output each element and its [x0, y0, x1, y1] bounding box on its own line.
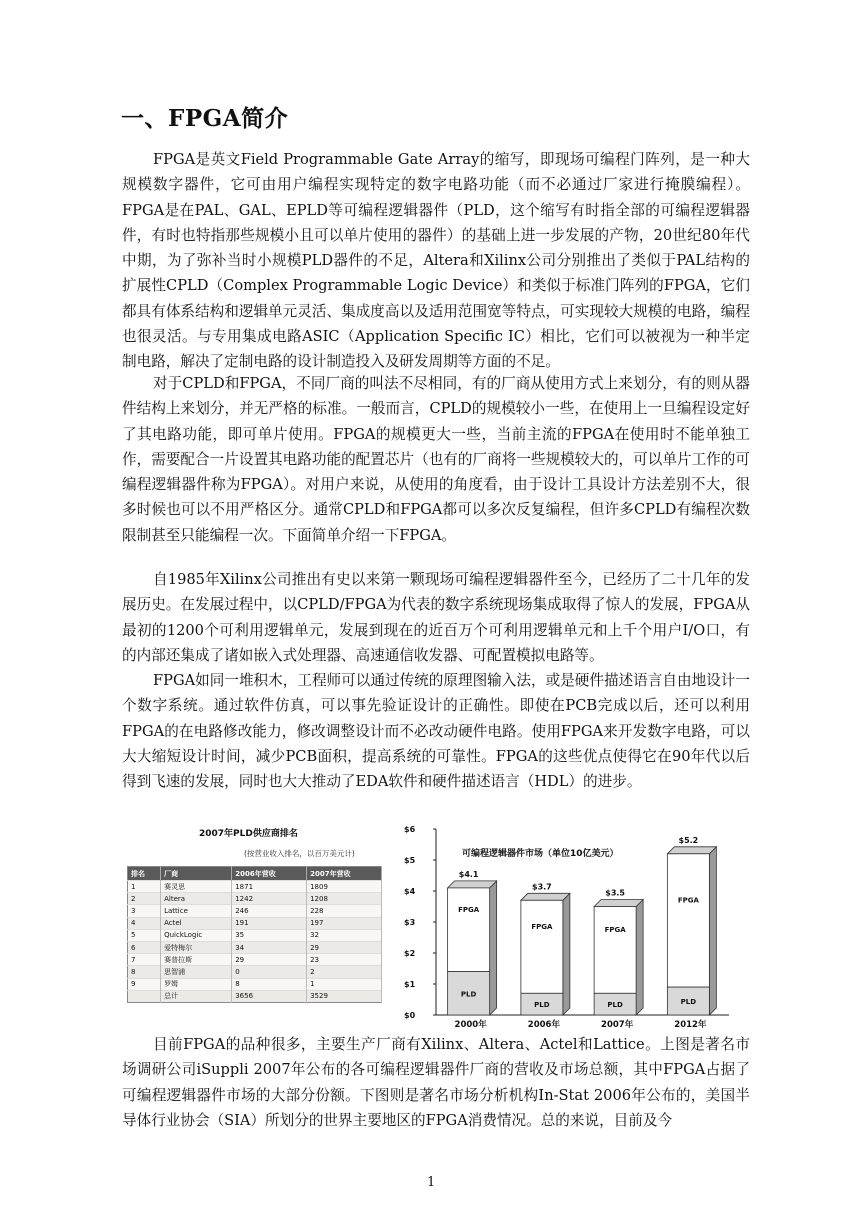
revenue-2006-cell: 1242 [232, 893, 307, 905]
revenue-2006-cell: 191 [232, 917, 307, 929]
y-tick-label: $6 [404, 825, 416, 834]
paragraph-cpld-fpga: 对于CPLD和FPGA，不同厂商的叫法不尽相同，有的厂商从使用方式上来划分，有的则从器件结构上来划分，并无严格的标准。一般而言，CPLD的规模较小一些，在使用上一旦编程设定好了其电路功能，即可单片使用。FPGA的规模更大一些，当前主流的FPGA在使用时不能单独工作，需要配合一片设置其电路功能的配置芯片（也有的厂商将一些规模较大的，可以单片工作的可编程逻辑器件称为FPGA）。对用户来说，从使用的角度看，由于设计工具设计方法差别不大，很多时候也可以不用严格区分。通常CPLD和FPGA都可以多次反复编程，但许多CPLD有编程次数限制甚至只能编程一次。下面简单介绍一下FPGA。 [122, 375, 750, 544]
vendor-ranking-figure [127, 826, 383, 1026]
revenue-2006-cell: 3656 [232, 990, 307, 1002]
vendor-cell: Altera [161, 893, 232, 905]
header-vendor: 厂商 [161, 867, 232, 881]
revenue-2007-cell: 2 [307, 966, 382, 978]
bar-side [636, 900, 643, 1016]
vendor-cell: Actel [161, 917, 232, 929]
y-tick-label: $2 [404, 949, 416, 958]
bar-fpga-segment [594, 907, 636, 994]
bar-fpga-segment [448, 888, 490, 972]
vendor-cell: 罗姆 [161, 978, 232, 990]
ranking-row [128, 929, 382, 941]
header-2006: 2006年营收 [232, 867, 307, 881]
pld-segment-label: PLD [607, 1001, 623, 1010]
bar-top [594, 900, 643, 907]
fpga-segment-label: FPGA [604, 925, 626, 934]
x-category-label: 2006年 [527, 1020, 560, 1030]
rank-cell: 6 [128, 941, 161, 953]
chart-title: 可编程逻辑器件市场（单位10亿美元） [462, 849, 619, 859]
ranking-row [128, 917, 382, 929]
vendor-cell: 总计 [161, 990, 232, 1002]
rank-cell: 8 [128, 966, 161, 978]
revenue-2007-cell: 228 [307, 905, 382, 917]
bar-total-label: $3.5 [605, 888, 625, 898]
revenue-2007-cell: 1 [307, 978, 382, 990]
page-number: 1 [427, 1175, 436, 1190]
revenue-2006-cell: 29 [232, 954, 307, 966]
bar-side [490, 881, 497, 1015]
section-heading: 一、FPGA简介 [121, 105, 289, 132]
x-category-label: 2007年 [601, 1020, 634, 1030]
y-tick-label: $4 [404, 887, 416, 896]
ranking-row [128, 905, 382, 917]
revenue-2006-cell: 246 [232, 905, 307, 917]
paragraph-advantages: FPGA如同一堆积木，工程师可以通过传统的原理图输入法，或是硬件描述语言自由地设计一个数字系统。通过软件仿真，可以事先验证设计的正确性。即使在PCB完成以后，还可以利用FPGA的在电路修改能力，修改调整设计而不必改动硬件电路。使用FPGA来开发数字电路，可以大大缩短设计时间，减少PCB面积，提高系统的可靠性。FPGA的这些优点使得它在90年代以后得到飞速的发展，同时也大大推动了EDA软件和硬件描述语言（HDL）的进步。 [122, 672, 750, 791]
paragraph-intro: FPGA是英文Field Programmable Gate Array的缩写，即现场可编程门阵列，是一种大规模数字器件，它可由用户编程实现特定的数字电路功能（而不必通过厂家进行掩膜编程）。FPGA是在PAL、GAL、EPLD等可编程逻辑器件（PLD，这个缩写有时指全部的可编程逻辑器件，有时也特指那些规模小且可以单片使用的器件）的基础上进一步发展的产物，20世纪80年代中期，为了弥补当时小规模PLD器件的不足，Altera和Xilinx公司分别推出了类似于PAL结构的扩展性CPLD（Complex Programmable Logic Device）和类似于标准门阵列的FPGA，它们都具有体系结构和逻辑单元灵活、集成度高以及适用范围宽等特点，可实现较大规模的电路，编程也很灵活。与专用集成电路ASIC（Application Specific IC）相比，它们可以被视为一种半定制电路，解决了定制电路的设计制造投入及研发周期等方面的不足。 [122, 151, 750, 371]
ranking-header-row [128, 867, 382, 881]
revenue-2006-cell: 8 [232, 978, 307, 990]
rank-cell: 5 [128, 929, 161, 941]
y-tick-label: $5 [404, 856, 416, 865]
revenue-2006-cell: 34 [232, 941, 307, 953]
vendor-cell: QuickLogic [161, 929, 232, 941]
revenue-2007-cell: 23 [307, 954, 382, 966]
ranking-subtitle: (按营业收入排名，以百万美元计) [244, 849, 355, 858]
vendor-cell: 爱特梅尔 [161, 941, 232, 953]
vendor-cell: Lattice [161, 905, 232, 917]
y-tick-label: $1 [404, 980, 416, 989]
bar-fpga-segment [667, 854, 709, 987]
rank-cell: 1 [128, 881, 161, 893]
pld-segment-label: PLD [680, 998, 697, 1007]
ranking-row [128, 954, 382, 966]
vendor-cell: 赛普拉斯 [161, 954, 232, 966]
rank-cell: 4 [128, 917, 161, 929]
vendor-cell: 赛灵思 [161, 881, 232, 893]
y-tick-label: $0 [404, 1011, 416, 1020]
rank-cell [128, 990, 161, 1002]
ranking-row [128, 978, 382, 990]
header-rank: 排名 [128, 867, 161, 881]
fpga-segment-label: FPGA [531, 922, 553, 931]
bar-total-label: $3.7 [532, 882, 552, 892]
revenue-2006-cell: 0 [232, 966, 307, 978]
x-category-label: 2012年 [674, 1020, 707, 1030]
bar-side [563, 893, 570, 1015]
ranking-row [128, 990, 382, 1002]
y-tick-label: $3 [404, 918, 416, 927]
rank-cell: 3 [128, 905, 161, 917]
bar-fpga-segment [521, 900, 563, 993]
header-2007: 2007年营收 [307, 867, 382, 881]
pld-segment-label: PLD [534, 1001, 550, 1010]
rank-cell: 2 [128, 893, 161, 905]
vendor-cell: 思智浦 [161, 966, 232, 978]
pld-market-chart [404, 820, 734, 1035]
ranking-row [128, 941, 382, 953]
revenue-2007-cell: 1809 [307, 881, 382, 893]
bar-total-label: $4.1 [458, 869, 479, 879]
ranking-row [128, 881, 382, 893]
revenue-2006-cell: 1871 [232, 881, 307, 893]
rank-cell: 9 [128, 978, 161, 990]
revenue-2007-cell: 29 [307, 941, 382, 953]
bar-top [448, 881, 497, 888]
bar-total-label: $5.2 [678, 835, 699, 845]
revenue-2006-cell: 35 [232, 929, 307, 941]
revenue-2007-cell: 32 [307, 929, 382, 941]
rank-cell: 7 [128, 954, 161, 966]
ranking-row [128, 966, 382, 978]
revenue-2007-cell: 3529 [307, 990, 382, 1002]
revenue-2007-cell: 197 [307, 917, 382, 929]
paragraph-history: 自1985年Xilinx公司推出有史以来第一颗现场可编程逻辑器件至今，已经历了二十几年的发展历史。在发展过程中，以CPLD/FPGA为代表的数字系统现场集成取得了惊人的发展，FPGA从最初的1200个可利用逻辑单元，发展到现在的近百万个可利用逻辑单元和上千个用户I/O口，有的内部还集成了诸如嵌入式处理器、高速通信收发器、可配置模拟电路等。 [122, 571, 750, 664]
ranking-row [128, 893, 382, 905]
ranking-table [127, 866, 382, 1003]
bar-top [667, 847, 716, 854]
fpga-segment-label: FPGA [458, 905, 480, 914]
ranking-title: 2007年PLD供应商排名 [199, 829, 298, 839]
fpga-segment-label: FPGA [677, 896, 699, 905]
pld-segment-label: PLD [460, 990, 477, 999]
bar-side [709, 847, 716, 1015]
revenue-2007-cell: 1208 [307, 893, 382, 905]
paragraph-vendors: 目前FPGA的品种很多，主要生产厂商有Xilinx、Altera、Actel和Lattice。上图是著名市场调研公司iSuppli 2007年公布的各可编程逻辑器件厂商的营收及市场总额，其中FPGA占据了可编程逻辑器件市场的大部分份额。下图则是著名市场分析机构In-Stat 2006年公布的，美国半导体行业协会（SIA）所划分的世界主要地区的FPGA消费情况。总的来说，目前及今 [122, 1036, 750, 1129]
bar-top [521, 893, 570, 900]
x-category-label: 2000年 [454, 1020, 487, 1030]
chart-svg [404, 820, 734, 1035]
